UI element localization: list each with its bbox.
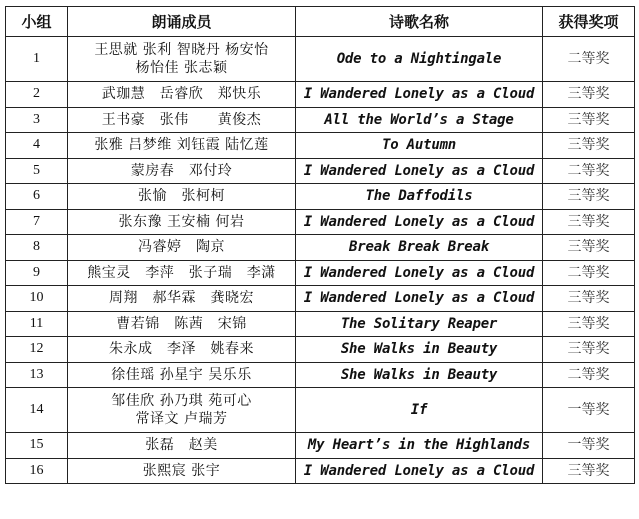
- table-row: [6, 82, 635, 108]
- group-number: 7: [6, 209, 68, 235]
- member-names: 冯睿婷 陶京: [68, 235, 296, 261]
- poem-title: To Autumn: [296, 133, 543, 159]
- table-row: [6, 158, 635, 184]
- table-row: [6, 433, 635, 459]
- poem-title: I Wandered Lonely as a Cloud: [296, 458, 543, 484]
- header-row: [6, 7, 635, 37]
- member-names: 张熙宸 张宇: [68, 458, 296, 484]
- group-number: 11: [6, 311, 68, 337]
- group-number: 14: [6, 388, 68, 433]
- table-row: [6, 311, 635, 337]
- table-row: [6, 37, 635, 82]
- group-number: 3: [6, 107, 68, 133]
- poem-title: Ode to a Nightingale: [296, 37, 543, 82]
- header-poem: 诗歌名称: [296, 7, 543, 37]
- award-level: 三等奖: [543, 286, 635, 312]
- award-level: 三等奖: [543, 209, 635, 235]
- group-number: 6: [6, 184, 68, 210]
- member-names: 张磊 赵美: [68, 433, 296, 459]
- group-number: 16: [6, 458, 68, 484]
- awards-table: [5, 6, 635, 484]
- poem-title: I Wandered Lonely as a Cloud: [296, 209, 543, 235]
- member-names: 熊宝灵 李萍 张子瑞 李潇: [68, 260, 296, 286]
- table-row: [6, 286, 635, 312]
- poem-title: Break Break Break: [296, 235, 543, 261]
- group-number: 4: [6, 133, 68, 159]
- member-names: 周翔 郝华霖 龚晓宏: [68, 286, 296, 312]
- award-level: 一等奖: [543, 433, 635, 459]
- award-level: 一等奖: [543, 388, 635, 433]
- poem-title: I Wandered Lonely as a Cloud: [296, 158, 543, 184]
- award-level: 二等奖: [543, 158, 635, 184]
- award-level: 二等奖: [543, 37, 635, 82]
- award-level: 三等奖: [543, 133, 635, 159]
- group-number: 2: [6, 82, 68, 108]
- poem-title: I Wandered Lonely as a Cloud: [296, 286, 543, 312]
- table-row: [6, 260, 635, 286]
- member-names: 武珈慧 岳睿欣 郑快乐: [68, 82, 296, 108]
- table-row: [6, 458, 635, 484]
- group-number: 1: [6, 37, 68, 82]
- award-level: 三等奖: [543, 235, 635, 261]
- award-level: 三等奖: [543, 337, 635, 363]
- award-level: 三等奖: [543, 107, 635, 133]
- poem-title: She Walks in Beauty: [296, 362, 543, 388]
- poem-title: If: [296, 388, 543, 433]
- group-number: 13: [6, 362, 68, 388]
- group-number: 8: [6, 235, 68, 261]
- header-award: 获得奖项: [543, 7, 635, 37]
- group-number: 10: [6, 286, 68, 312]
- group-number: 9: [6, 260, 68, 286]
- award-level: 二等奖: [543, 260, 635, 286]
- table-row: [6, 184, 635, 210]
- poem-title: The Solitary Reaper: [296, 311, 543, 337]
- member-names: 王思就 张利 智晓丹 杨安怡 杨怡佳 张志颖: [68, 37, 296, 82]
- award-level: 三等奖: [543, 82, 635, 108]
- member-names: 朱永成 李泽 姚春来: [68, 337, 296, 363]
- member-names: 张愉 张柯柯: [68, 184, 296, 210]
- member-names: 王书豪 张伟 黄俊杰: [68, 107, 296, 133]
- poem-title: I Wandered Lonely as a Cloud: [296, 82, 543, 108]
- header-members: 朗诵成员: [68, 7, 296, 37]
- header-group: 小组: [6, 7, 68, 37]
- member-names: 张雅 吕梦维 刘钰霞 陆忆莲: [68, 133, 296, 159]
- poem-title: All the World’s a Stage: [296, 107, 543, 133]
- poem-title: My Heart’s in the Highlands: [296, 433, 543, 459]
- award-level: 三等奖: [543, 311, 635, 337]
- table-row: [6, 133, 635, 159]
- member-names: 张东豫 王安楠 何岩: [68, 209, 296, 235]
- member-names: 邹佳欣 孙乃琪 苑可心 常译文 卢瑞芳: [68, 388, 296, 433]
- group-number: 15: [6, 433, 68, 459]
- award-level: 二等奖: [543, 362, 635, 388]
- award-level: 三等奖: [543, 458, 635, 484]
- member-names: 徐佳瑶 孙星宇 吴乐乐: [68, 362, 296, 388]
- table-row: [6, 362, 635, 388]
- table-row: [6, 235, 635, 261]
- member-names: 蒙房春 邓付玲: [68, 158, 296, 184]
- table-row: [6, 388, 635, 433]
- table-row: [6, 107, 635, 133]
- member-names: 曹若锦 陈茜 宋锦: [68, 311, 296, 337]
- poem-title: She Walks in Beauty: [296, 337, 543, 363]
- group-number: 12: [6, 337, 68, 363]
- poem-title: I Wandered Lonely as a Cloud: [296, 260, 543, 286]
- award-level: 三等奖: [543, 184, 635, 210]
- group-number: 5: [6, 158, 68, 184]
- table-row: [6, 209, 635, 235]
- poem-title: The Daffodils: [296, 184, 543, 210]
- table-row: [6, 337, 635, 363]
